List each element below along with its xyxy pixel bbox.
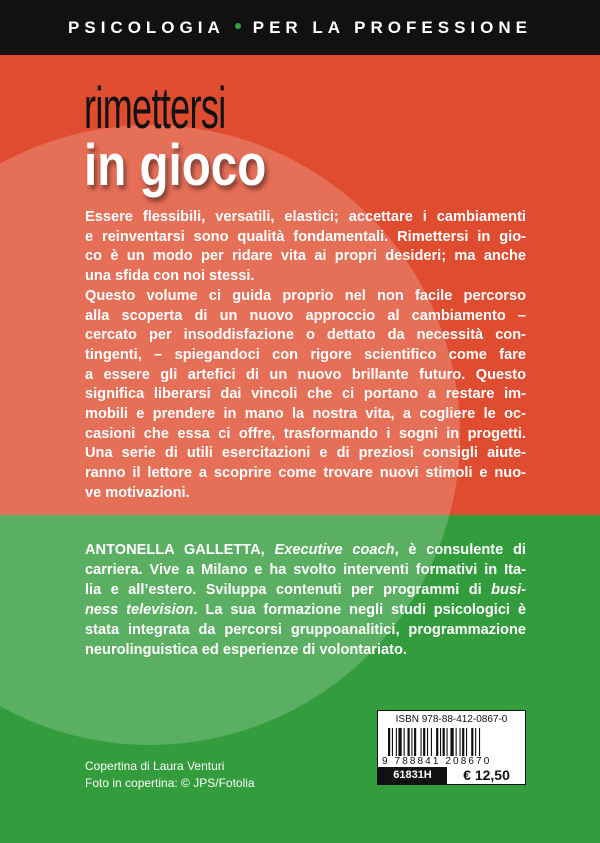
italic-text: ness television (85, 601, 194, 618)
barcode-bar (404, 728, 405, 756)
product-code: 61831H (378, 767, 447, 784)
author-line (85, 581, 526, 601)
blurb-line: Una serie di utili esercitazioni e di preziosi consigli aiute- (85, 445, 526, 462)
italic-text: Executive coach (274, 542, 395, 558)
price: € 12,50 (463, 767, 510, 783)
series-name-left: PSICOLOGIA (68, 17, 225, 37)
blurb-line: alla scoperta di un nuovo approccio al cambiamento – (85, 307, 526, 324)
isbn-label: ISBN 978-88-412-0867-0 (395, 714, 508, 725)
italic-text: busi- (491, 581, 526, 598)
barcode-bar (423, 728, 425, 756)
barcode-bar (447, 728, 448, 756)
blurb-line: significa liberarsi dai vincoli che ci portano a restare im- (85, 386, 526, 403)
blurb-line: Questo volume ci guida proprio nel non facile percorso (85, 287, 526, 304)
barcode-bar (436, 728, 438, 756)
author-bio (85, 541, 526, 660)
text-segment: neurolinguistica ed esperienze di volontariato. (85, 641, 407, 658)
author-line (85, 561, 526, 581)
author-line (85, 621, 526, 641)
barcode-bar (440, 728, 441, 756)
barcode-bar (411, 728, 412, 756)
blurb-line: a essere gli artefici di un nuovo brillante futuro. Questo (85, 366, 526, 383)
text-segment: lia e all’estero. Sviluppa contenuti per programmi di (85, 581, 492, 598)
blurb-line: tingenti, – spiegandoci con rigore scientifico come fare (85, 346, 526, 363)
barcode-bar (392, 728, 393, 756)
author-line (85, 641, 526, 661)
text-segment: ANTONELLA GALLETTA, (85, 542, 275, 558)
photo-credit: Foto in copertina: © JPS/Fotolia (85, 776, 255, 790)
barcode-bar (408, 728, 410, 756)
blurb-line: mobili e prendere in mano la nostra vita, a cogliere le oc- (85, 406, 526, 423)
blurb-line: cercato per insoddisfazione o dettato da necessità con- (85, 327, 526, 344)
blurb-line: ranno il lettore a scoprire come trovare nuovi stimoli e nuo- (85, 465, 526, 482)
barcode-bar (398, 728, 401, 756)
book-title-line1: rimettersi (84, 76, 226, 141)
blurb-line: ve motivazioni. (85, 484, 190, 501)
barcode-bar (396, 728, 397, 756)
text-segment: , è consulente di (394, 542, 526, 558)
barcode-bar (462, 728, 464, 756)
barcode-bar (456, 728, 457, 756)
blurb-line: casioni che essa ci offre, trasformando i sogni in progetti. (85, 425, 526, 442)
barcode-bar (427, 728, 428, 756)
barcode-icon (388, 728, 513, 756)
barcode-bar (475, 728, 476, 756)
barcode-bar (414, 728, 416, 756)
barcode-bar (450, 728, 453, 756)
author-line (85, 601, 526, 621)
blurb-line: una sfida con noi stessi. (85, 268, 255, 285)
blurb-line: co è un modo per ridare vita ai propri desideri; ma anche (85, 248, 526, 265)
barcode-bar (388, 728, 390, 756)
barcode-box (377, 710, 526, 785)
book-title-line2: in gioco (84, 133, 267, 198)
credits (85, 758, 255, 792)
barcode-bar (460, 728, 461, 756)
blurb-line: Essere flessibili, versatili, elastici; accettare i cambiamenti (85, 209, 526, 225)
blurb-line: e reinventarsi sono qualità fondamentali. Rimettersi in gio- (85, 228, 526, 245)
blurb-text (85, 208, 526, 504)
cover-credit: Copertina di Laura Venturi (85, 759, 225, 773)
bullet-dot-icon (235, 23, 241, 29)
text-segment: stata integrata da percorsi gruppoanalitici, programmazione (85, 621, 526, 638)
barcode-bar (479, 728, 480, 756)
barcode-bar (471, 728, 473, 756)
barcode-bar (443, 728, 445, 756)
barcode-bar (431, 728, 432, 756)
barcode-bar (421, 728, 422, 756)
barcode-bar (466, 728, 467, 756)
series-header (0, 0, 600, 55)
author-line (85, 541, 526, 561)
series-name-right: PER LA PROFESSIONE (252, 17, 532, 37)
text-segment: . La sua formazione negli studi psicologici è (193, 601, 526, 618)
text-segment: carriera. Vive a Milano e ha svolto interventi formativi in Ita- (85, 561, 526, 578)
barcode-digits: 9 788841 208670 (382, 756, 492, 767)
